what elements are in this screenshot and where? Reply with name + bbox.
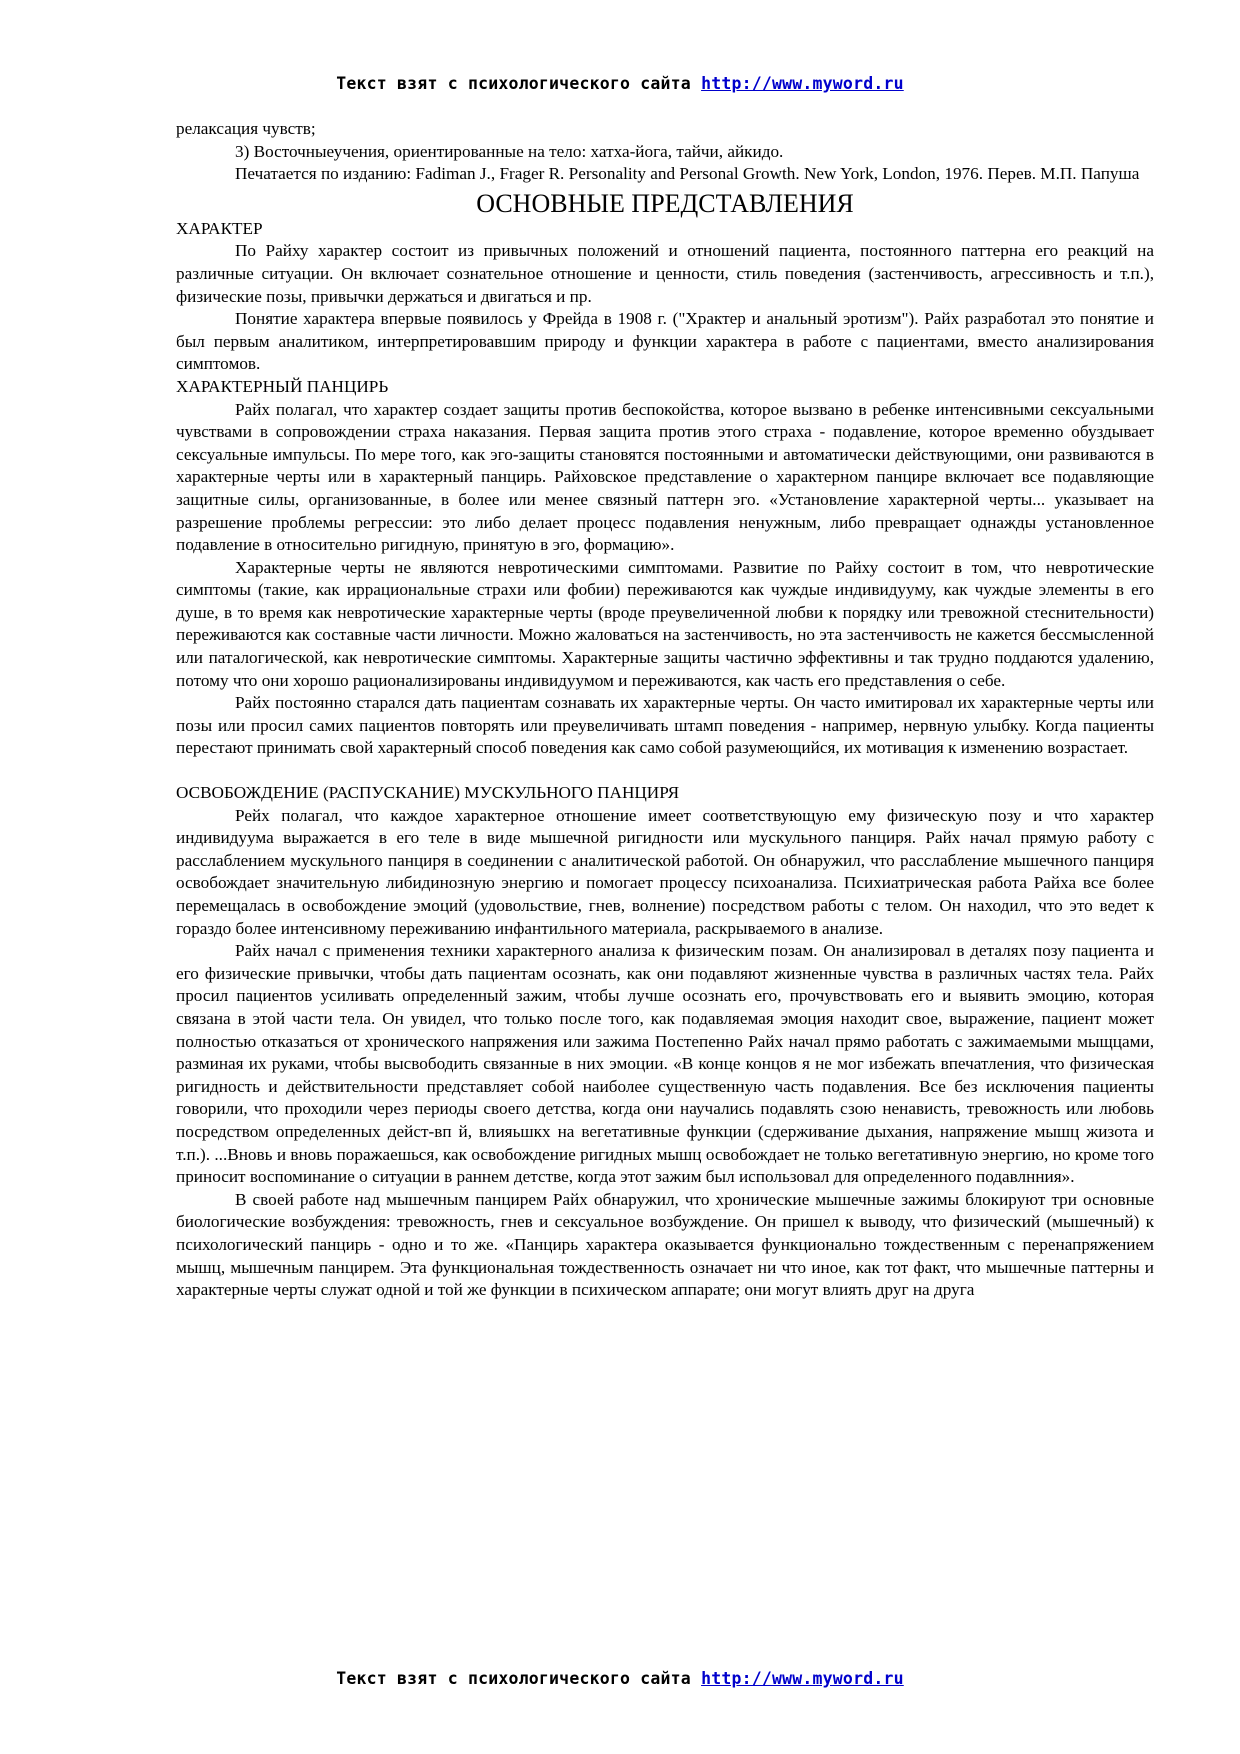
- main-title: ОСНОВНЫЕ ПРЕДСТАВЛЕНИЯ: [476, 188, 854, 218]
- banner-text: Текст взят с психологического сайта: [336, 74, 702, 93]
- site-link[interactable]: http://www.myword.ru: [701, 74, 904, 93]
- heading-armor: ХАРАКТЕРНЫЙ ПАНЦИРЬ: [176, 376, 389, 396]
- release-paragraph-3: В своей работе над мышечным панцирем Райх обнаружил, что хронические мышечные зажимы блокируют три основные биологические возбуждения: тревожность, гнев и сексуальное возбуждение. Он пришел к выводу, что физический (мышечный) к психологический панцирь - одно и то же. «Панцирь характера оказывается функционально тождественным с перенапряжением мышц, мышечным панцирем. Эта функциональная тождественность означает ни что иное, как тот факт, что мышечные паттерны и характерные черты служат одной и той же функции в психическом аппарате; они могут влиять друг на друга: [176, 1189, 1154, 1300]
- site-link[interactable]: http://www.myword.ru: [701, 1669, 904, 1688]
- release-paragraph-1: Рейх полагал, что каждое характерное отношение имеет соответствующую ему физическую позу и что характер индивидуума выражается в его теле в виде мышечной ригидности или мускульного панциря. Райх начал прямую работу с расслаблением мускульного панциря в соединении с аналитической работой. Он обнаружил, что расслабление мышечного панциря освобождает значительную либидинозную энергию и помогает процессу психоанализа. Психиатрическая работа Райха все более перемещалась в освобождение эмоций (удовольствие, гнев, волнение) посредством работы с телом. Он находил, что это ведет к гораздо более интенсивному переживанию инфантильного материала, раскрываемого в анализе.: [176, 805, 1154, 938]
- armor-paragraph-3: Райх постоянно старался дать пациентам сознавать их характерные черты. Он часто имитировал их характерные черты или позы или просил самих пациентов повторять или преувеличивать штамп поведения - например, нервную улыбку. Когда пациенты перестают принимать свой характерный способ поведения как само собой разумеющийся, их мотивация к изменению возрастает.: [176, 693, 1154, 758]
- document-body: [176, 118, 1154, 1302]
- intro-line-2: 3) Восточныеучения, ориентированные на тело: хатха-йога, тайчи, айкидо.: [235, 141, 784, 161]
- heading-release: ОСВОБОЖДЕНИЕ (РАСПУСКАНИЕ) МУСКУЛЬНОГО ПАНЦИРЯ: [176, 783, 680, 803]
- footer-banner: [0, 1669, 1240, 1688]
- banner-text: Текст взят с психологического сайта: [336, 1669, 702, 1688]
- section-gap: [176, 760, 1154, 782]
- intro-line-1: релаксация чувств;: [176, 119, 316, 138]
- armor-paragraph-2: Характерные черты не являются невротическими симптомами. Развитие по Райху состоит в том, что невротические симптомы (такие, как иррациональные страхи или фобии) переживаются как чуждые индивидууму, как чуждые элементы в его душе, в то время как невротические характерные черты (вроде преувеличенной любви к порядку или тревожной стеснительности) переживаются как составные части личности. Можно жаловаться на застенчивость, но эта застенчивость не кажется бессмысленной или паталогической, как невротические симптомы. Характерные защиты частично эффективны и так трудно поддаются удалению, потому что они хорошо рационализированы индивидуумом и переживаются, как часть его представления о себе.: [176, 557, 1154, 690]
- character-paragraph-1: По Райху характер состоит из привычных положений и отношений пациента, постоянного паттерна его реакций на различные ситуации. Он включает сознательное отношение и ценности, стиль поведения (застенчивость, агрессивность и т.п.), физические позы, привычки держаться и двигаться и пр.: [176, 241, 1154, 306]
- header-banner: [0, 74, 1240, 93]
- armor-paragraph-1: Райх полагал, что характер создает защиты против беспокойства, которое вызвано в ребенке интенсивными сексуальными чувствами в сопровождении страха наказания. Первая защита против этого страха - подавление, которое временно обуздывает сексуальные импульсы. По мере того, как эго-защиты становятся постоянными и автоматически действующими, они развиваются в характерные черты или в характерный панцирь. Райховское представление о характерном панцире включает все подавляющие защитные силы, организованные, в более или менее связный паттерн эго. «Установление характерной черты... указывает на разрешение проблемы регрессии: это либо делает процесс подавления ненужным, либо превращает однажды установленное подавление в относительно ригидную, принятую в эго, формацию».: [176, 399, 1154, 555]
- heading-character: ХАРАКТЕР: [176, 218, 263, 238]
- character-paragraph-2: Понятие характера впервые появилось у Фрейда в 1908 г. ("Храктер и анальный эротизм"). Райх разработал это понятие и был первым аналитиком, интерпретировавшим природу и функции характера в работе с пациентами, вместо анализирования симптомов.: [176, 309, 1154, 374]
- release-paragraph-2: Райх начал с применения техники характерного анализа к физическим позам. Он анализировал в деталях позу пациента и его физические привычки, чтобы дать пациентам осознать, как они подавляют жизненные чувства в различных частях тела. Райх просил пациентов усиливать определенный зажим, чтобы лучше осознать его, прочувствовать его и выявить эмоцию, которая связана в этой части тела. Он увидел, что только после того, как подавляемая эмоция находит свое, выражение, пациент может полностью отказаться от хронического напряжения или зажима Постепенно Райх начал прямо работать с зажимаемыми мыщцами, разминая их руками, чтобы высвободить связанные в них эмоции. «В конце концов я не мог избежать впечатления, что физическая ригидность и действительности представляет собой наиболее существенную часть подавления. Все без исключения пациенты говорили, что проходили через периоды своего детства, когда они научались подавлять сзою ненависть, тревожность или любовь посредством определенных дейст-вп й, влияьшкх на вегетативные функции (сдерживание дыхания, напряжение мышц жизота и т.п.). ...Вновь и вновь поражаешься, как освобождение ригидных мышц освобождает не только вегетативную энергию, но кроме того приносит воспоминание о ситуации в раннем детстве, когда этот зажим был использовал для определенного подавлнния».: [176, 941, 1154, 1187]
- intro-source: Печатается по изданию: Fadiman J., Frager R. Personality and Personal Growth. New York, London, 1976. Перев. М.П. Папуша: [235, 164, 1140, 184]
